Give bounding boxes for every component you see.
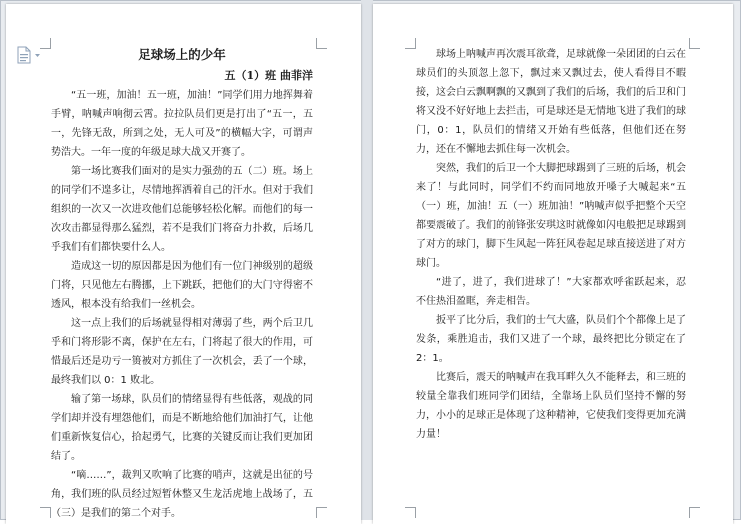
article-author: 五（1）班 曲菲洋 — [224, 69, 313, 82]
crop-mark-top-right — [689, 38, 700, 49]
paragraph: 球场上呐喊声再次震耳欲聋，足球就像一朵团团的白云在球员们的头顶忽上忽下，飘过来又飘过去，使人看得目不暇接，这会白云飘啊飘的又飘到了我们的后场，我们的后卫和门将又没不好好地上去拦击，可是球还是无情地飞进了我们的球门，0：1，队员们的情绪又开始有些低落，但他们还在努力，还在不懈地去抓住每一次机会。 — [416, 49, 686, 155]
paragraph: “嘀……”，裁判又吹响了比赛的哨声，这就是出征的号角，我们班的队员经过短暂休整又生龙活虎地上战场了，五（三）是我们的第二个对手。 — [51, 470, 313, 519]
document-page-1[interactable] — [6, 4, 361, 524]
paragraph: 比赛后，震天的呐喊声在我耳畔久久不能释去，和三班的较量全靠我们班同学们团结，全靠场上队员们坚持不懈的努力，小小的足球正是体现了这种精神，它使我们变得更加充满力量！ — [416, 372, 686, 440]
page-2-content — [416, 45, 686, 444]
paragraph: 这一点上我们的后场就显得相对薄弱了些，两个后卫几乎和门将形影不离，保护在左右，门将起了很大的作用，可惜最后还是功亏一篑被对方抓住了一次机会，丢了一个球，最终我们以 0：1 败北。 — [51, 318, 313, 386]
document-icon[interactable] — [16, 46, 42, 64]
paragraph: 第一场比赛我们面对的是实力强劲的五（二）班。场上的同学们不遑多让，尽情地挥洒着自己的汗水。但对于我们组织的一次又一次进攻他们总能够轻松化解。而他们的每一次攻击都显得那么猛烈，若不是我们门将奋力扑救，后场几乎我们有们都快要什么人。 — [51, 166, 313, 253]
crop-mark-top-right — [316, 38, 327, 49]
paragraph: 造成这一切的原因都是因为他们有一位门神级别的超级门将，只见他左右腾挪，上下跳跃，把他们的大门守得密不透风，根本没有给我们一丝机会。 — [51, 261, 313, 310]
page-gap — [361, 0, 373, 520]
crop-mark-bottom-right — [316, 507, 327, 518]
crop-mark-bottom-left — [405, 507, 416, 518]
paragraph: 突然，我们的后卫一个大脚把球踢到了三班的后场，机会来了！与此同时，同学们不约而同地放开嗓子大喊起来“五（一）班，加油！五（一）班加油！”呐喊声似乎把整个天空都要震破了。我们的前锋张安琪这时就像如闪电般把足球踢到了对方的球门，脚下生风起一阵狂风卷起足球直接送进了对方球门。 — [416, 163, 686, 269]
crop-mark-bottom-right — [689, 507, 700, 518]
crop-mark-bottom-left — [40, 507, 51, 518]
paragraph: 扳平了比分后，我们的士气大盛，队员们个个都像上足了发条，乘胜追击，我们又进了一个球，最终把比分锁定在了 2：1。 — [416, 315, 686, 364]
paragraph: 输了第一场球，队员们的情绪显得有些低落，观战的同学们却并没有埋怨他们，而是不断地给他们加油打气，让他们重新恢复信心，拾起勇气，比赛的关键反而让我们更加团结了。 — [51, 394, 313, 462]
page-1-content — [51, 44, 313, 523]
article-title: 足球场上的少年 — [138, 47, 226, 62]
chevron-down-icon — [35, 54, 40, 57]
document-page-2[interactable] — [373, 4, 733, 524]
paragraph: “进了，进了，我们进球了！”大家都欢呼雀跃起来，忍不住热泪盈眶，奔走相告。 — [416, 277, 686, 307]
crop-mark-top-left — [405, 38, 416, 49]
paragraph: “五一班，加油！五一班，加油！”同学们用力地挥舞着手臂，呐喊声响彻云霄。拉拉队员们更是打出了“五一，五一，先锋无敌，所到之处，无人可及”的横幅大字，可谓声势浩大。一年一度的年级足球大战又开赛了。 — [51, 90, 313, 158]
